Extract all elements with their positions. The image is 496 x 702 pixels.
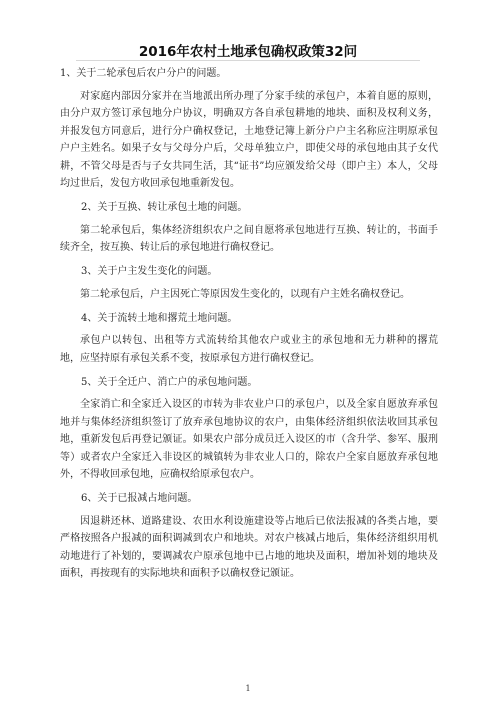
section-heading: 3、关于户主发生变化的问题。 xyxy=(81,266,218,277)
document-body xyxy=(60,65,438,583)
section-paragraph: 第二轮承包后，集体经济组织农户之间自愿将承包地进行互换、转让的，书面手续齐全，按互换、转让后的承包地进行确权登记。 xyxy=(60,224,438,253)
section-heading: 1、关于二轮承包后农户分户的问题。 xyxy=(60,68,227,79)
section-paragraph: 全家消亡和全家迁入设区的市转为非农业户口的承包户，以及全家自愿放弃承包地并与集体经济组织签订了放弃承包地协议的农户，由集体经济组织依法收回其承包地，重新发包后再登记颁证。如果农户部分成员迁入设区的市（含升学、参军、服刑等）或者农户全家迁入非设区的城镇转为非农业人口的，除农户全家自愿放弃承包地外，不得收回承包地，应确权给原承包农户。 xyxy=(60,399,438,480)
section-heading: 6、关于已报减占地问题。 xyxy=(81,493,198,504)
section-paragraph: 承包户以转包、出租等方式流转给其他农户或业主的承包地和无力耕种的撂荒地，应坚持原有承包关系不变，按原承包方进行确权登记。 xyxy=(60,335,438,364)
section-paragraph: 第二轮承包后，户主因死亡等原因发生变化的，以现有户主姓名确权登记。 xyxy=(80,288,410,300)
page-number: 1 xyxy=(245,684,251,693)
title-divider xyxy=(76,60,420,61)
section-paragraph: 对家庭内部因分家并在当地派出所办理了分家手续的承包户，本着自愿的原则，由分户双方签订承包地分户协议，明确双方各自承包耕地的地块、面积及权利义务，并报发包方同意后，进行分户确权登记，土地登记簿上新分户户主名称应注明原承包户户主姓名。如果子女与父母分户后，父母单独立户，即使父母的承包地由其子女代耕，不管父母是否与子女共同生活，其“证书”均应颁发给父母（即户主）本人，父母均过世后，发包方收回承包地重新发包。 xyxy=(60,90,438,189)
section-heading: 5、关于全迁户、消亡户的承包地问题。 xyxy=(81,376,258,388)
section-heading: 2、关于互换、转让承包土地的问题。 xyxy=(81,202,248,213)
document-title: 2016年农村土地承包确权政策32问 xyxy=(138,44,358,60)
section-heading: 4、关于流转土地和撂荒土地问题。 xyxy=(81,312,238,324)
section-paragraph: 因退耕还林、道路建设、农田水利设施建设等占地后已依法报减的各类占地，要严格按照各户报减的面积调减到农户和地块。对农户核减占地后，集体经济组织用机动地进行了补划的，要调减农户原承包地中已占地的地块及面积，增加补划的地块及面积，再按现有的实际地块和面积予以确权登记颁证。 xyxy=(60,515,438,579)
